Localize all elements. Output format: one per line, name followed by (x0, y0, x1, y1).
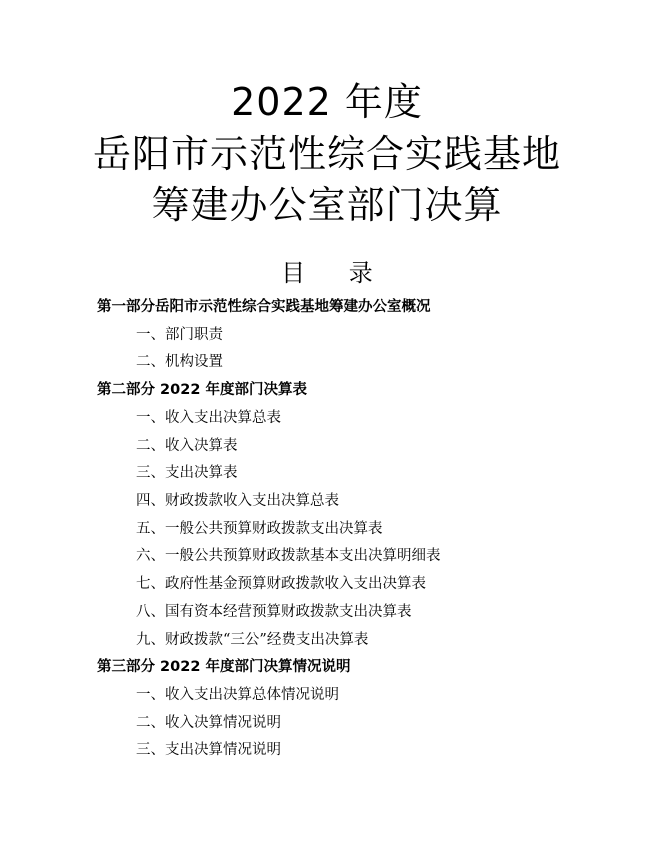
toc-part-2-item: 一、收入支出决算总表 (136, 410, 281, 426)
toc-part-2-item: 八、国有资本经营预算财政拨款支出决算表 (136, 604, 412, 620)
toc-part-2-item: 七、政府性基金预算财政拨款收入支出决算表 (136, 576, 426, 592)
document-title-subject: 筹建办公室部门决算 (151, 183, 503, 227)
toc-part-3-item: 一、收入支出决算总体情况说明 (136, 687, 339, 703)
toc-part-2-item: 九、财政拨款“三公”经费支出决算表 (136, 632, 369, 648)
toc-part-3-title: 第三部分 2022 年度部门决算情况说明 (97, 659, 351, 675)
document-title-year: 2022 年度 (231, 80, 423, 124)
toc-part-2-item: 四、财政拨款收入支出决算总表 (136, 493, 339, 509)
toc-part-3-item: 二、收入决算情况说明 (136, 715, 281, 731)
toc-part-2-item: 三、支出决算表 (136, 465, 238, 481)
toc-part-2-item: 六、一般公共预算财政拨款基本支出决算明细表 (136, 548, 441, 564)
toc-part-2-title: 第二部分 2022 年度部门决算表 (97, 382, 307, 398)
toc-part-1-title: 第一部分岳阳市示范性综合实践基地筹建办公室概况 (97, 299, 431, 315)
document-title-organization: 岳阳市示范性综合实践基地 (92, 132, 561, 176)
toc-part-1-item: 一、部门职责 (136, 327, 223, 343)
toc-heading: 目 录 (281, 259, 391, 287)
toc-part-3-item: 三、支出决算情况说明 (136, 742, 281, 758)
toc-part-1-item: 二、机构设置 (136, 354, 223, 370)
toc-part-2-item: 二、收入决算表 (136, 438, 238, 454)
toc-part-2-item: 五、一般公共预算财政拨款支出决算表 (136, 521, 383, 537)
